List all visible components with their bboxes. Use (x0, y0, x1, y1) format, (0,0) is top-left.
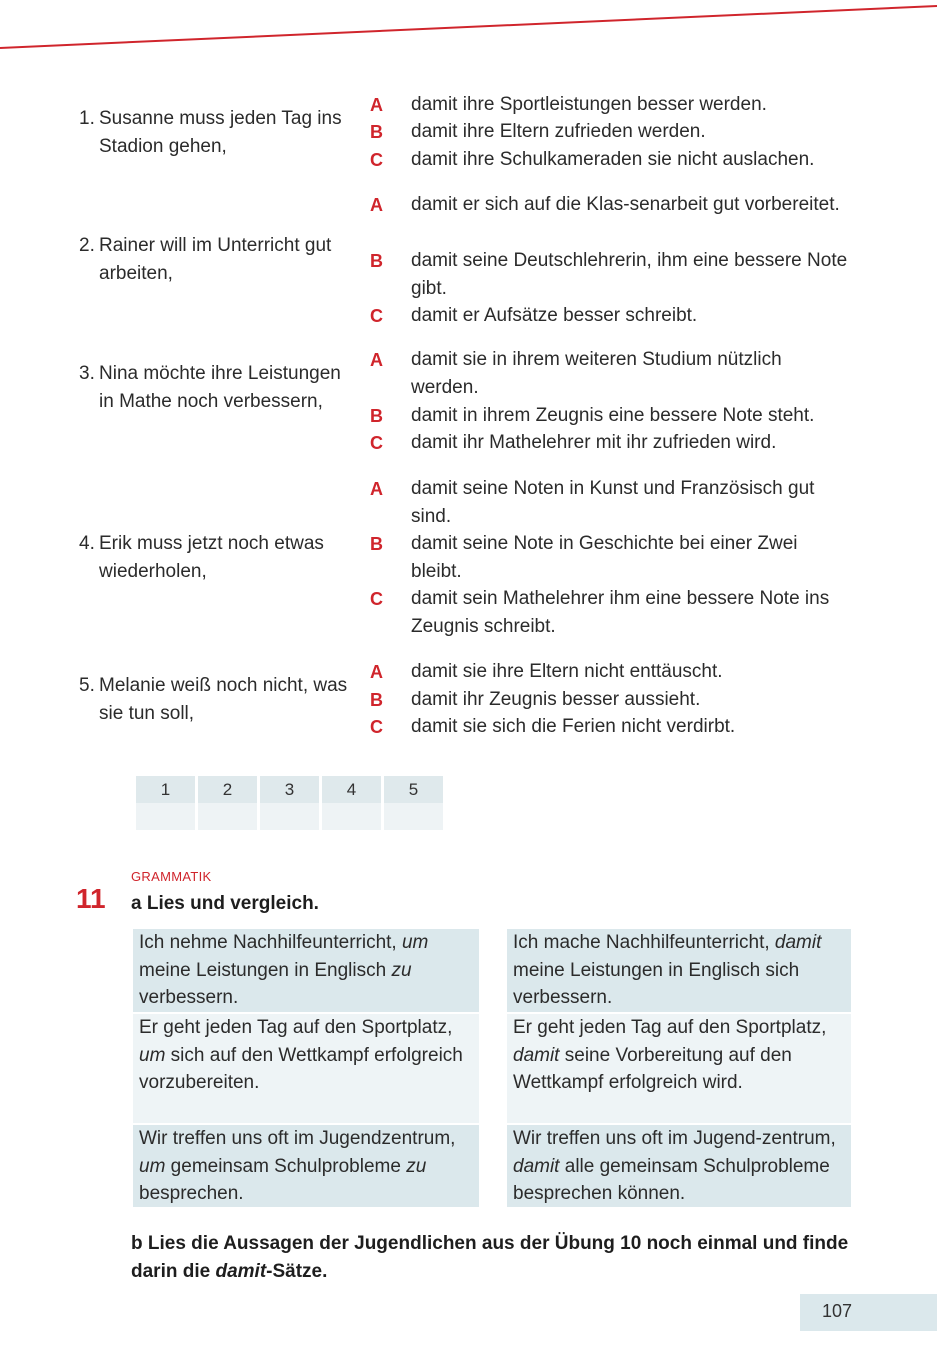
option-4a (370, 475, 850, 531)
question-text: Erik muss jetzt noch etwas wiederholen, (99, 533, 324, 582)
option-letter: C (370, 433, 383, 453)
option-letter: B (370, 122, 383, 142)
answer-cell[interactable] (198, 803, 257, 830)
question-number: 4. (79, 533, 95, 554)
option-text: damit seine Deutschlehrerin, ihm eine bessere Note gibt. (411, 250, 848, 299)
option-1b (370, 118, 850, 146)
comparison-right-2: Er geht jeden Tag auf den Sportplatz, damit seine Vorbereitung auf den Wettkampf erfolgreich wird. (507, 1014, 851, 1123)
exercise-b-instruction: b Lies die Aussagen der Jugendlichen aus der Übung 10 noch einmal und finde darin die damit-Sätze. (131, 1233, 849, 1282)
exercise-a-instruction: a Lies und vergleich. (131, 893, 319, 914)
option-text: damit sein Mathelehrer ihm eine bessere Note ins Zeugnis schreibt. (411, 588, 830, 637)
option-letter: A (370, 479, 383, 499)
question-text: Rainer will im Unterricht gut arbeiten, (99, 235, 332, 284)
comparison-right-1: Ich mache Nachhilfeunterricht, damit meine Leistungen in Englisch sich verbessern. (507, 929, 851, 1012)
option-1a (370, 91, 850, 119)
option-text: damit ihre Eltern zufrieden werden. (411, 121, 706, 142)
option-text: damit seine Noten in Kunst und Französisch gut sind. (411, 478, 815, 527)
answer-header: 3 (260, 776, 319, 803)
option-2b (370, 247, 850, 303)
option-letter: B (370, 251, 383, 271)
question-number: 1. (79, 108, 95, 129)
question-number: 5. (79, 675, 95, 696)
option-letter: C (370, 589, 383, 609)
question-4 (79, 530, 349, 586)
option-3b (370, 402, 850, 430)
option-letter: A (370, 95, 383, 115)
question-3 (79, 360, 349, 416)
question-5 (79, 672, 349, 728)
option-letter: A (370, 195, 383, 215)
option-text: damit ihr Zeugnis besser aussieht. (411, 689, 701, 710)
comparison-right-3: Wir treffen uns oft im Jugend-zentrum, damit alle gemeinsam Schulprobleme besprechen können. (507, 1125, 851, 1207)
option-letter: C (370, 150, 383, 170)
question-2 (79, 232, 349, 288)
option-1c (370, 146, 850, 174)
option-text: damit ihre Sportleistungen besser werden. (411, 94, 767, 115)
comparison-left-3: Wir treffen uns oft im Jugendzentrum, um gemeinsam Schulprobleme zu besprechen. (133, 1125, 479, 1207)
option-text: damit ihr Mathelehrer mit ihr zufrieden wird. (411, 432, 777, 453)
option-3a (370, 346, 850, 402)
option-2a (370, 191, 850, 219)
option-letter: B (370, 534, 383, 554)
page-number: 107 (822, 1301, 853, 1321)
question-number: 3. (79, 363, 95, 384)
exercise-number: 11 (76, 883, 106, 914)
option-text: damit ihre Schulkameraden sie nicht auslachen. (411, 149, 815, 170)
question-number: 2. (79, 235, 95, 256)
answer-header: 4 (322, 776, 381, 803)
page-number-box (800, 1294, 937, 1331)
question-text: Susanne muss jeden Tag ins Stadion gehen, (99, 108, 342, 157)
answer-header: 1 (136, 776, 195, 803)
option-5b (370, 686, 850, 714)
option-text: damit sie ihre Eltern nicht enttäuscht. (411, 661, 723, 682)
section-label: GRAMMATIK (131, 869, 212, 884)
option-letter: B (370, 406, 383, 426)
option-4b (370, 530, 850, 586)
option-2c (370, 302, 850, 330)
answer-table (133, 776, 446, 830)
option-text: damit in ihrem Zeugnis eine bessere Note steht. (411, 405, 815, 426)
option-text: damit sie sich die Ferien nicht verdirbt. (411, 716, 736, 737)
option-letter: C (370, 717, 383, 737)
option-5c (370, 713, 850, 741)
question-text: Melanie weiß noch nicht, was sie tun soll, (99, 675, 348, 724)
answer-header: 5 (384, 776, 443, 803)
header-rule (0, 0, 937, 60)
option-text: damit er Aufsätze besser schreibt. (411, 305, 698, 326)
answer-header: 2 (198, 776, 257, 803)
question-text: Nina möchte ihre Leistungen in Mathe noch verbessern, (99, 363, 341, 412)
answer-cell[interactable] (384, 803, 443, 830)
option-4c (370, 585, 850, 641)
answer-cell[interactable] (260, 803, 319, 830)
option-letter: B (370, 690, 383, 710)
comparison-left-2: Er geht jeden Tag auf den Sportplatz, um sich auf den Wettkampf erfolgreich vorzubereiten. (133, 1014, 479, 1123)
option-letter: C (370, 306, 383, 326)
answer-cell[interactable] (136, 803, 195, 830)
option-text: damit seine Note in Geschichte bei einer Zwei bleibt. (411, 533, 798, 582)
answer-cell[interactable] (322, 803, 381, 830)
option-text: damit sie in ihrem weiteren Studium nützlich werden. (411, 349, 782, 398)
question-1 (79, 105, 349, 161)
option-letter: A (370, 350, 383, 370)
option-3c (370, 429, 850, 457)
comparison-left-1: Ich nehme Nachhilfeunterricht, um meine Leistungen in Englisch zu verbessern. (133, 929, 479, 1012)
option-text: damit er sich auf die Klas-senarbeit gut vorbereitet. (411, 194, 840, 215)
option-letter: A (370, 662, 383, 682)
option-5a (370, 658, 850, 686)
